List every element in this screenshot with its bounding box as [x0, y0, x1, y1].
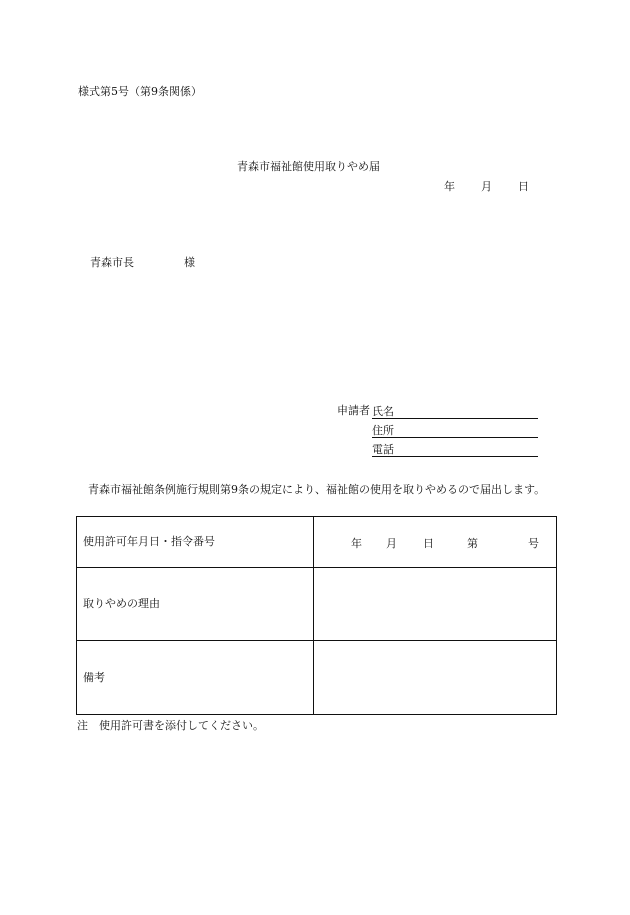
applicant-phone-field[interactable]: [372, 442, 538, 457]
remarks-label: 備考: [77, 641, 314, 715]
applicant-name-field[interactable]: [372, 404, 538, 419]
permit-dai-label: 第: [467, 537, 478, 550]
remarks-field[interactable]: [314, 641, 557, 715]
applicant-address-label: 住所: [372, 424, 394, 437]
permit-month-label: 月: [386, 537, 397, 550]
permit-go-label: 号: [528, 537, 539, 550]
applicant-name-label: 氏名: [372, 405, 394, 418]
permit-year-label: 年: [351, 537, 362, 550]
cancel-reason-field[interactable]: [314, 568, 557, 641]
applicant-phone-label: 電話: [372, 443, 394, 456]
date-month-label: 月: [481, 180, 492, 193]
table-row: [77, 517, 557, 568]
form-number: 様式第5号（第9条関係）: [78, 85, 202, 98]
date-year-label: 年: [444, 180, 455, 193]
cancel-reason-label: 取りやめの理由: [77, 568, 314, 641]
applicant-label: 申請者: [337, 404, 370, 417]
submission-date: [444, 180, 534, 194]
table-row: [77, 568, 557, 641]
applicant-block: [337, 404, 547, 464]
applicant-address-field[interactable]: [372, 423, 538, 438]
body-text: 青森市福祉館条例施行規則第9条の規定により、福祉館の使用を取りやめるので届出します。: [88, 483, 546, 496]
page-title: 青森市福祉館使用取りやめ届: [237, 160, 380, 173]
date-day-label: 日: [518, 180, 529, 193]
form-table: [76, 516, 557, 715]
permit-day-label: 日: [423, 537, 434, 550]
table-row: [77, 641, 557, 715]
permit-date-number-label: 使用許可年月日・指令番号: [77, 517, 314, 568]
addressee-honorific: 様: [184, 256, 195, 269]
permit-date-number-field[interactable]: [314, 517, 557, 568]
footnote: 注 使用許可書を添付してください。: [77, 719, 264, 732]
addressee-name: 青森市長: [90, 256, 134, 269]
